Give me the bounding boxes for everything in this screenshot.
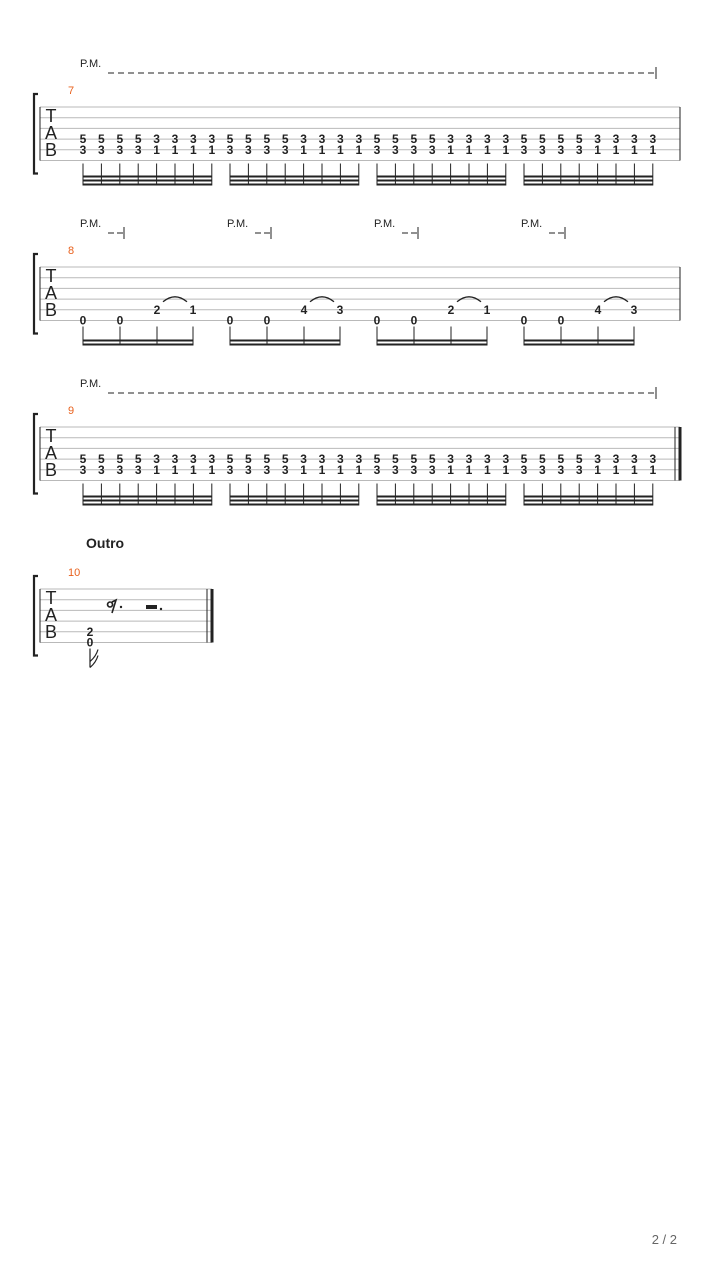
fret-number: 1	[208, 142, 216, 157]
measure-number: 8	[68, 245, 75, 257]
fret-number: 5	[98, 132, 105, 147]
fret-number: 3	[373, 462, 381, 477]
palm-mute-label: P.M.	[374, 218, 396, 230]
fret-number: 1	[483, 302, 491, 317]
tab-clef-letter: B	[44, 140, 58, 160]
fret-number: 3	[575, 462, 583, 477]
beam	[377, 340, 487, 342]
fret-number: 3	[428, 142, 436, 157]
fret-number: 1	[153, 142, 160, 157]
fret-number: 1	[300, 142, 307, 157]
fret-number: 3	[79, 462, 87, 477]
beam	[83, 496, 212, 498]
fret-number: 3	[263, 142, 271, 157]
fret-number: 3	[281, 142, 289, 157]
fret-number: 1	[447, 142, 454, 157]
fret-number: 3	[79, 142, 87, 157]
fret-number: 1	[190, 462, 197, 477]
fret-number: 3	[134, 462, 142, 477]
fret-number: 1	[355, 142, 363, 157]
beam	[83, 176, 212, 178]
palm-mute-label: P.M.	[80, 378, 102, 390]
fret-number: 3	[208, 452, 216, 467]
fret-number: 5	[575, 452, 583, 467]
system-bracket	[34, 94, 38, 174]
fret-number: 0	[410, 313, 418, 328]
fret-number: 3	[190, 452, 197, 467]
fret-number: 5	[520, 132, 528, 147]
fret-number: 3	[484, 452, 491, 467]
fret-number: 3	[612, 132, 620, 147]
fret-number: 0	[557, 313, 565, 328]
fret-number: 5	[116, 132, 124, 147]
fret-number: 1	[355, 462, 363, 477]
beam	[524, 504, 653, 506]
fret-number: 5	[373, 132, 381, 147]
beam	[524, 500, 653, 502]
fret-number: 3	[631, 132, 638, 147]
fret-number: 5	[134, 452, 142, 467]
measure-number: 10	[68, 567, 81, 579]
fret-number: 0	[520, 313, 528, 328]
fret-number: 3	[337, 132, 344, 147]
beam	[230, 500, 359, 502]
fret-number: 5	[373, 452, 381, 467]
fret-number: 3	[318, 132, 326, 147]
tab-clef-letter: B	[44, 300, 58, 320]
fret-number: 3	[355, 452, 363, 467]
fret-number: 4	[594, 302, 602, 317]
beam	[230, 504, 359, 506]
fret-number: 3	[98, 142, 105, 157]
fret-number: 1	[631, 142, 638, 157]
beam	[524, 344, 634, 346]
page-number: 2 / 2	[651, 1232, 677, 1247]
fret-number: 5	[557, 132, 565, 147]
measure-number: 7	[68, 85, 75, 97]
fret-number: 1	[189, 302, 197, 317]
fret-number: 3	[557, 462, 565, 477]
rest-dot	[120, 606, 122, 608]
fret-number: 5	[539, 132, 546, 147]
fret-number: 1	[465, 462, 473, 477]
fret-number: 3	[447, 452, 454, 467]
fret-number: 1	[594, 142, 601, 157]
beam	[230, 344, 340, 346]
fret-number: 0	[116, 313, 124, 328]
fret-number: 3	[318, 452, 326, 467]
fret-number: 3	[484, 132, 491, 147]
fret-number: 5	[245, 452, 252, 467]
fret-number: 3	[190, 132, 197, 147]
fret-number: 1	[502, 462, 510, 477]
fret-number: 3	[630, 302, 638, 317]
fret-number: 4	[300, 302, 308, 317]
fret-number: 5	[134, 132, 142, 147]
system-bracket	[34, 576, 38, 656]
fret-number: 5	[79, 132, 87, 147]
tab-clef-letter: T	[45, 426, 57, 446]
tab-clef-letter: T	[45, 588, 57, 608]
beam	[377, 184, 506, 186]
fret-number: 3	[612, 452, 620, 467]
fret-number: 3	[281, 462, 289, 477]
fret-number: 1	[171, 462, 179, 477]
beam	[524, 340, 634, 342]
fret-number: 5	[392, 452, 399, 467]
fret-number: 2	[86, 624, 94, 639]
fret-number: 1	[502, 142, 510, 157]
fret-number: 1	[300, 462, 307, 477]
fret-number: 3	[300, 452, 307, 467]
fret-number: 3	[631, 452, 638, 467]
fret-number: 3	[336, 302, 344, 317]
beam	[83, 184, 212, 186]
fret-number: 1	[594, 462, 601, 477]
fret-number: 5	[428, 132, 436, 147]
tab-clef-letter: A	[44, 283, 58, 303]
fret-number: 1	[190, 142, 197, 157]
fret-number: 3	[373, 142, 381, 157]
tab-clef-letter: B	[44, 622, 58, 642]
fret-number: 3	[98, 462, 105, 477]
fret-number: 3	[245, 142, 252, 157]
fret-number: 0	[86, 635, 94, 650]
system-bracket	[34, 254, 38, 334]
fret-number: 2	[447, 302, 455, 317]
fret-number: 3	[539, 462, 546, 477]
fret-number: 5	[539, 452, 546, 467]
fret-number: 1	[171, 142, 179, 157]
fret-number: 3	[649, 132, 657, 147]
fret-number: 3	[428, 462, 436, 477]
fret-number: 5	[520, 452, 528, 467]
beam	[230, 496, 359, 498]
fret-number: 3	[594, 132, 601, 147]
tab-clef-letter: B	[44, 460, 58, 480]
fret-number: 5	[428, 452, 436, 467]
fret-number: 5	[116, 452, 124, 467]
beam	[377, 176, 506, 178]
fret-number: 5	[245, 132, 252, 147]
system-bracket	[34, 414, 38, 494]
fret-number: 5	[98, 452, 105, 467]
tab-clef-letter: A	[44, 443, 58, 463]
fret-number: 5	[263, 452, 271, 467]
fret-number: 3	[502, 132, 510, 147]
beam	[377, 496, 506, 498]
fret-number: 3	[153, 452, 160, 467]
fret-number: 5	[226, 452, 234, 467]
fret-number: 3	[116, 142, 124, 157]
fret-number: 5	[263, 132, 271, 147]
fret-number: 3	[245, 462, 252, 477]
fret-number: 1	[484, 142, 491, 157]
fret-number: 3	[300, 132, 307, 147]
fret-number: 3	[649, 452, 657, 467]
fret-number: 5	[410, 132, 418, 147]
beam	[83, 500, 212, 502]
fret-number: 1	[465, 142, 473, 157]
fret-number: 0	[79, 313, 87, 328]
fret-number: 5	[575, 132, 583, 147]
beam	[524, 184, 653, 186]
beam	[83, 180, 212, 182]
beam	[83, 340, 193, 342]
fret-number: 1	[649, 142, 657, 157]
fret-number: 3	[575, 142, 583, 157]
half-rest-icon	[146, 605, 157, 609]
fret-number: 3	[465, 132, 473, 147]
beam	[377, 180, 506, 182]
fret-number: 3	[447, 132, 454, 147]
fret-number: 3	[410, 142, 418, 157]
fret-number: 1	[612, 462, 620, 477]
fret-number: 5	[281, 132, 289, 147]
fret-number: 5	[410, 452, 418, 467]
fret-number: 3	[594, 452, 601, 467]
palm-mute-label: P.M.	[521, 218, 543, 230]
measure-number: 9	[68, 405, 75, 417]
beam	[230, 176, 359, 178]
fret-number: 1	[318, 142, 326, 157]
beam	[524, 496, 653, 498]
tab-clef-letter: A	[44, 123, 58, 143]
fret-number: 3	[208, 132, 216, 147]
fret-number: 3	[337, 452, 344, 467]
fret-number: 1	[612, 142, 620, 157]
fret-number: 1	[318, 462, 326, 477]
fret-number: 2	[153, 302, 161, 317]
beam	[377, 344, 487, 346]
beam	[83, 504, 212, 506]
fret-number: 5	[557, 452, 565, 467]
fret-number: 1	[337, 142, 344, 157]
fret-number: 3	[392, 142, 399, 157]
beam	[524, 176, 653, 178]
fret-number: 3	[539, 142, 546, 157]
fret-number: 1	[153, 462, 160, 477]
fret-number: 3	[153, 132, 160, 147]
fret-number: 3	[134, 142, 142, 157]
fret-number: 3	[116, 462, 124, 477]
palm-mute-label: P.M.	[227, 218, 249, 230]
beam	[230, 340, 340, 342]
fret-number: 3	[226, 142, 234, 157]
beam	[230, 180, 359, 182]
section-title-outro: Outro	[86, 535, 125, 551]
beam	[524, 180, 653, 182]
fret-number: 5	[79, 452, 87, 467]
fret-number: 3	[410, 462, 418, 477]
fret-number: 3	[263, 462, 271, 477]
fret-number: 1	[337, 462, 344, 477]
fret-number: 3	[502, 452, 510, 467]
fret-number: 5	[281, 452, 289, 467]
fret-number: 0	[263, 313, 271, 328]
beam	[377, 500, 506, 502]
fret-number: 3	[355, 132, 363, 147]
beam	[83, 344, 193, 346]
beam	[377, 504, 506, 506]
fret-number: 0	[373, 313, 381, 328]
tab-clef-letter: A	[44, 605, 58, 625]
fret-number: 3	[171, 132, 179, 147]
fret-number: 1	[484, 462, 491, 477]
palm-mute-label: P.M.	[80, 218, 102, 230]
tab-clef-letter: T	[45, 266, 57, 286]
fret-number: 3	[226, 462, 234, 477]
fret-number: 3	[557, 142, 565, 157]
fret-number: 3	[520, 462, 528, 477]
palm-mute-label: P.M.	[80, 58, 102, 70]
fret-number: 5	[392, 132, 399, 147]
fret-number: 3	[520, 142, 528, 157]
fret-number: 3	[392, 462, 399, 477]
rest-dot	[160, 608, 162, 610]
beam	[230, 184, 359, 186]
fret-number: 3	[465, 452, 473, 467]
fret-number: 0	[226, 313, 234, 328]
fret-number: 1	[447, 462, 454, 477]
fret-number: 1	[649, 462, 657, 477]
tab-clef-letter: T	[45, 106, 57, 126]
fret-number: 1	[208, 462, 216, 477]
fret-number: 5	[226, 132, 234, 147]
fret-number: 3	[171, 452, 179, 467]
eighth-rest-icon	[108, 600, 116, 613]
fret-number: 1	[631, 462, 638, 477]
